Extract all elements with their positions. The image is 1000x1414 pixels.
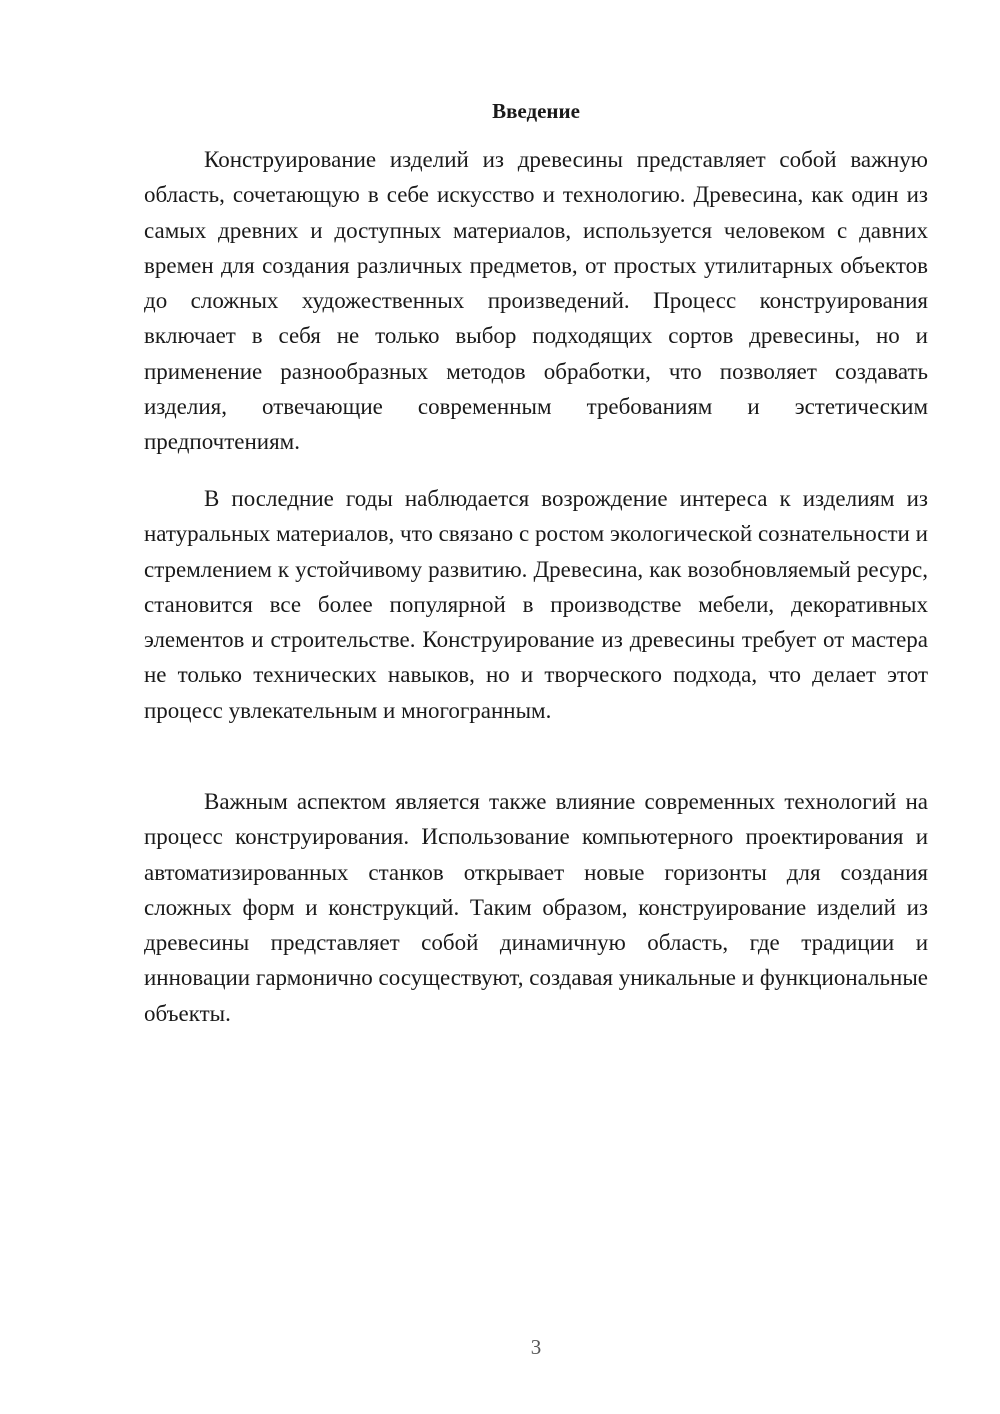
paragraph-3: Важным аспектом является также влияние современных технологий на процесс конструирования. Использование компьютерного проектирования и автоматизированных станков открывает новые горизонты для создания сложных форм и конструкций. Таким образом, конструирование изделий из древесины представляет собой динамичную область, где традиции и инновации гармонично сосуществуют, создавая уникальные и функциональные объекты. [144, 789, 928, 1026]
section-heading: Введение [492, 99, 580, 123]
page-number: 3 [530, 1335, 542, 1359]
paragraph-2: В последние годы наблюдается возрождение интереса к изделиям из натуральных материалов, что связано с ростом экологической сознательности и стремлением к устойчивому развитию. Древесина, как возобновляемый ресурс, становится все более популярной в производстве мебели, декоративных элементов и строительстве. Конструирование из древесины требует от мастера не только технических навыков, но и творческого подхода, что делает этот процесс увлекательным и многогранным. [144, 486, 928, 723]
paragraph-1: Конструирование изделий из древесины представляет собой важную область, сочетающую в себе искусство и технологию. Древесина, как один из самых древних и доступных материалов, используется человеком с давних времен для создания различных предметов, от простых утилитарных объектов до сложных художественных произведений. Процесс конструирования включает в себя не только выбор подходящих сортов древесины, но и применение разнообразных методов обработки, что позволяет создавать изделия, отвечающие современным требованиям и эстетическим предпочтениям. [144, 147, 928, 455]
